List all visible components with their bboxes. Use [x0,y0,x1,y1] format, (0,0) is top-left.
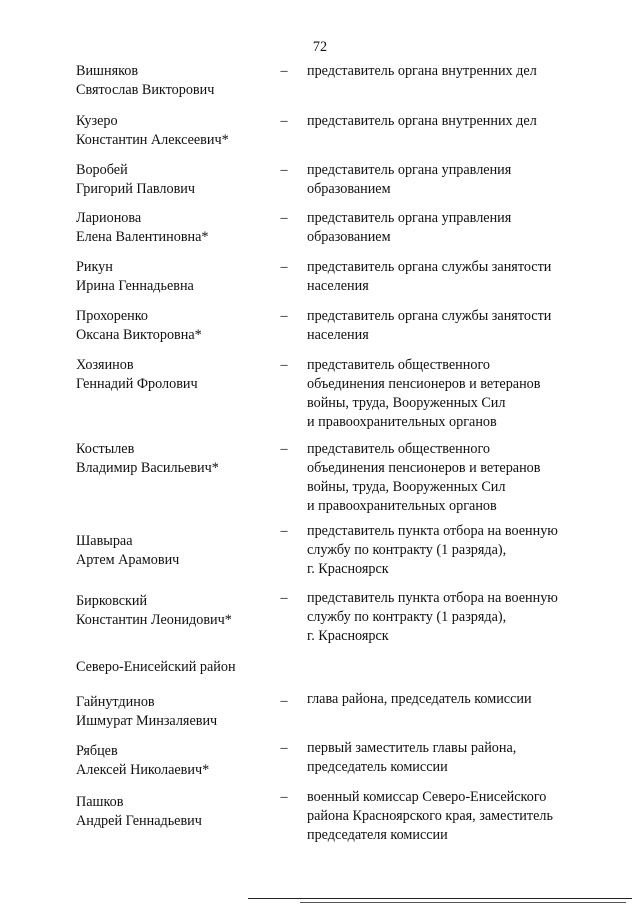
role-line: района Красноярского края, заместитель [307,808,553,824]
role-line: населения [307,278,369,294]
role [307,258,597,296]
person-name [76,440,276,478]
given-names: Артем Арамович [76,552,180,568]
given-names: Геннадий Фролович [76,376,198,392]
role [307,440,597,516]
role-line: образованием [307,181,391,197]
dash: – [280,740,288,756]
role [307,112,597,131]
role-line: представитель органа службы занятости [307,308,552,324]
person-name [76,356,276,394]
role [307,522,597,579]
person-name [76,793,276,831]
role-line: представитель пункта отбора на военную [307,590,558,606]
role-line: представитель органа управления [307,210,512,226]
role-line: представитель общественного [307,357,491,373]
section-heading: Северо-Енисейский район [76,659,236,675]
surname: Рябцев [76,743,118,759]
role [307,209,597,247]
person-name [76,62,276,100]
dash: – [280,441,288,457]
role [307,307,597,345]
bottom-scan-line [300,902,626,903]
bottom-scan-line [248,898,632,899]
role-line: образованием [307,229,391,245]
role [307,788,597,845]
role [307,690,597,709]
surname: Шавыраа [76,533,133,549]
role-line: первый заместитель главы района, [307,740,517,756]
given-names: Владимир Васильевич* [76,460,219,476]
role-line: населения [307,327,369,343]
role-line: объединения пенсионеров и ветеранов [307,460,541,476]
dash: – [280,693,288,709]
given-names: Святослав Викторович [76,82,215,98]
given-names: Константин Леонидович* [76,612,232,628]
surname: Прохоренко [76,308,148,324]
person-name [76,532,276,570]
role-line: войны, труда, Вооруженных Сил [307,479,506,495]
dash: – [280,357,288,373]
surname: Пашков [76,794,124,810]
dash: – [280,523,288,539]
given-names: Оксана Викторовна* [76,327,202,343]
dash: – [280,590,288,606]
role-line: представитель органа внутренних дел [307,113,537,129]
role [307,739,597,777]
dash: – [280,63,288,79]
given-names: Елена Валентиновна* [76,229,209,245]
role-line: военный комиссар Северо-Енисейского [307,789,547,805]
role-line: представитель общественного [307,441,491,457]
role-line: войны, труда, Вооруженных Сил [307,395,506,411]
page-number: 72 [312,39,328,55]
role-line: глава района, председатель комиссии [307,691,532,707]
role-line: представитель органа службы занятости [307,259,552,275]
person-name [76,742,276,780]
role-line: председатель комиссии [307,759,448,775]
role-line: службу по контракту (1 разряда), [307,542,507,558]
given-names: Константин Алексеевич* [76,132,229,148]
role-line: службу по контракту (1 разряда), [307,609,507,625]
role-line: и правоохранительных органов [307,414,497,430]
dash: – [280,113,288,129]
role-line: представитель органа внутренних дел [307,63,537,79]
surname: Рикун [76,259,113,275]
role-line: и правоохранительных органов [307,498,497,514]
given-names: Григорий Павлович [76,181,196,197]
dash: – [280,162,288,178]
dash: – [280,210,288,226]
given-names: Ишмурат Минзаляевич [76,713,218,729]
surname: Костылев [76,441,135,457]
role-line: председателя комиссии [307,827,448,843]
surname: Воробей [76,162,128,178]
person-name [76,161,276,199]
person-name [76,693,276,731]
role-line: представитель пункта отбора на военную [307,523,558,539]
given-names: Алексей Николаевич* [76,762,210,778]
role [307,589,597,646]
person-name [76,112,276,150]
surname: Ларионова [76,210,142,226]
person-name [76,258,276,296]
role-line: объединения пенсионеров и ветеранов [307,376,541,392]
person-name [76,307,276,345]
role-line: г. Красноярск [307,561,389,577]
person-name [76,209,276,247]
dash: – [280,308,288,324]
surname: Вишняков [76,63,139,79]
role [307,62,597,81]
role-line: представитель органа управления [307,162,512,178]
role [307,161,597,199]
surname: Гайнутдинов [76,694,155,710]
dash: – [280,259,288,275]
surname: Бирковский [76,593,148,609]
role-line: г. Красноярск [307,628,389,644]
given-names: Андрей Геннадьевич [76,813,202,829]
surname: Кузеро [76,113,118,129]
dash: – [280,789,288,805]
role [307,356,597,432]
surname: Хозяинов [76,357,134,373]
given-names: Ирина Геннадьевна [76,278,194,294]
person-name [76,592,276,630]
